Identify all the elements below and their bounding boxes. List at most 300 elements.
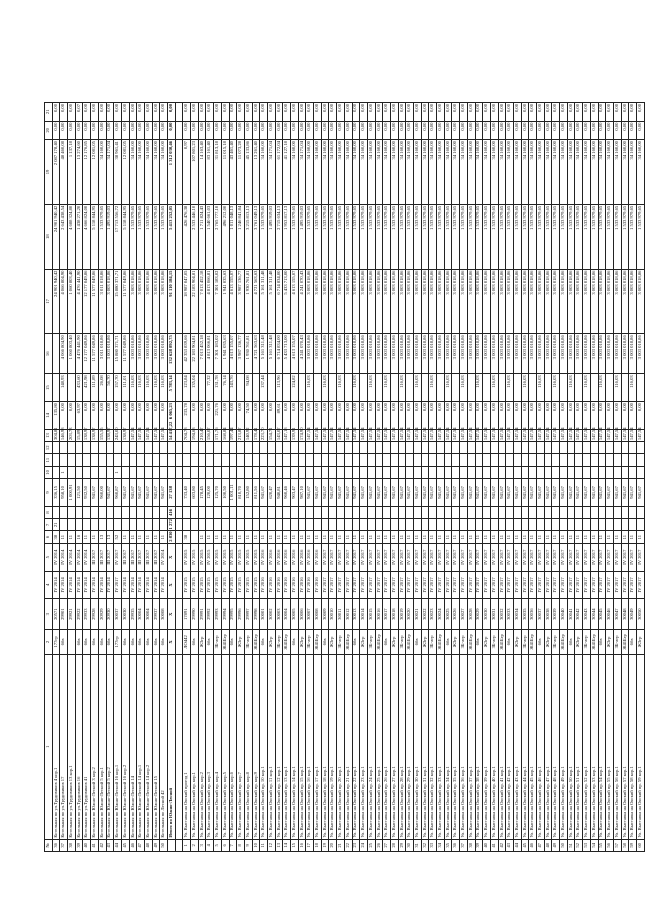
table-cell xyxy=(344,454,352,466)
table-cell: 7 013 452,18 xyxy=(198,334,206,374)
table-cell: 0,00 xyxy=(221,402,229,430)
table-row xyxy=(367,103,375,852)
table-cell: IV 2017 xyxy=(452,571,460,599)
table-cell: 34 160,00 xyxy=(613,140,621,205)
table-cell: 34 160,00 xyxy=(560,140,568,205)
table-cell xyxy=(521,442,529,454)
table-cell: IV 2017 xyxy=(329,571,337,599)
header-cell: 13 xyxy=(45,429,53,441)
table-cell: IV 2015 xyxy=(244,571,252,599)
table-cell: Ж3гр xyxy=(237,630,245,655)
table-cell: 1 xyxy=(114,466,122,478)
table-cell: 3Б-лгр xyxy=(306,630,314,655)
table-cell: 52 xyxy=(114,531,122,543)
table-cell xyxy=(636,374,644,402)
table-cell xyxy=(483,506,491,518)
table-cell: Ж3гр xyxy=(421,630,429,655)
table-cell xyxy=(452,466,460,478)
table-cell: 3 003 018,86 xyxy=(321,334,329,374)
row-name-cell: Ул. Выставка на Окский пр. 40 кор.1 xyxy=(490,654,498,839)
table-cell: 3 003 018,86 xyxy=(513,269,521,334)
table-cell xyxy=(398,442,406,454)
table-cell: 1 533 979,65 xyxy=(537,204,545,269)
table-cell xyxy=(329,374,337,402)
table-cell: 4 241 070,43 xyxy=(298,334,306,374)
table-cell: 0,00 xyxy=(298,121,306,139)
table-cell: 54 xyxy=(590,839,598,851)
table-cell: 0,00 xyxy=(337,121,345,139)
table-cell: 1 533 979,65 xyxy=(367,204,375,269)
table-cell xyxy=(621,519,629,531)
table-cell xyxy=(267,454,275,466)
table-cell: IV 2014 xyxy=(160,543,168,571)
table-cell: 30004 xyxy=(144,599,152,630)
table-cell: 3 003 018,86 xyxy=(621,269,629,334)
table-cell: 29 xyxy=(398,839,406,851)
table-cell: 58 xyxy=(621,839,629,851)
table-cell: 1 xyxy=(183,839,191,851)
table-cell xyxy=(483,442,491,454)
table-cell: 6бв xyxy=(444,630,452,655)
table-cell: 941,67 xyxy=(452,479,460,507)
table-cell: 34 160,00 xyxy=(575,140,583,205)
table-cell xyxy=(390,442,398,454)
table-cell: 34 160,00 xyxy=(329,140,337,205)
table-cell: 6бв xyxy=(60,630,68,655)
table-cell: IV 2017 xyxy=(352,571,360,599)
table-cell: 11 073,28 xyxy=(237,140,245,205)
table-cell: 0,00 xyxy=(344,103,352,122)
table-row xyxy=(560,103,568,852)
table-cell: 12 081,05 xyxy=(91,140,99,205)
table-cell: 0,00 xyxy=(60,121,68,139)
table-cell xyxy=(283,374,291,402)
table-cell: 11 xyxy=(521,531,529,543)
table-cell xyxy=(598,442,606,454)
table-cell xyxy=(621,374,629,402)
table-cell: 941,67 xyxy=(421,479,429,507)
table-cell: Ж3гр xyxy=(198,630,206,655)
table-cell: 34 160,00 xyxy=(306,140,314,205)
table-cell: 941,67 xyxy=(91,479,99,507)
table-cell xyxy=(590,442,598,454)
table-cell: 3 003 018,86 xyxy=(452,269,460,334)
table-cell: 1 533 979,65 xyxy=(452,204,460,269)
table-cell: 1 060 803,40 xyxy=(68,269,76,334)
table-cell: 1 533 979,65 xyxy=(406,204,414,269)
table-cell xyxy=(636,442,644,454)
table-cell xyxy=(168,466,176,478)
table-cell: IV 2016 xyxy=(267,571,275,599)
table-cell xyxy=(406,519,414,531)
table-cell: 2 830 xyxy=(168,531,176,543)
table-cell: 147,54 xyxy=(475,429,483,441)
table-cell: 11 577 049,86 xyxy=(121,334,129,374)
table-row xyxy=(221,103,229,852)
table-cell: 177гр xyxy=(52,630,60,655)
table-cell: 6бв xyxy=(598,630,606,655)
table-cell: 11 xyxy=(513,531,521,543)
table-row xyxy=(237,103,245,852)
table-cell: 0,00 xyxy=(537,103,545,122)
table-cell: 0,00 xyxy=(460,103,468,122)
table-cell: 24 xyxy=(360,839,368,851)
table-cell: 3 003 018,86 xyxy=(575,269,583,334)
table-cell xyxy=(306,506,314,518)
table-row xyxy=(252,103,260,852)
table-cell: 3 003 018,86 xyxy=(337,269,345,334)
table-cell: 1 533 979,65 xyxy=(314,204,322,269)
table-cell xyxy=(367,519,375,531)
row-name-cell: Ул. Выставка на Окский пр. 45 кор.1 xyxy=(529,654,537,839)
table-cell: 3 003 018,86 xyxy=(583,334,591,374)
table-cell: IV 2017 xyxy=(460,543,468,571)
table-cell xyxy=(137,519,145,531)
table-cell: 171,76 xyxy=(214,429,222,441)
table-cell: 0,00 xyxy=(552,103,560,122)
table-cell: 6бв xyxy=(129,630,137,655)
table-cell: 0,00 xyxy=(144,103,152,122)
table-cell xyxy=(521,519,529,531)
table-cell: 39 xyxy=(75,839,83,851)
table-cell: 34 160,00 xyxy=(437,140,445,205)
table-cell: 50 xyxy=(160,839,168,851)
table-cell: 1 533 979,65 xyxy=(144,204,152,269)
table-cell: IV 2017 xyxy=(544,571,552,599)
table-cell: 1 533 979,65 xyxy=(291,204,299,269)
table-cell xyxy=(498,442,506,454)
table-cell: 0,00 xyxy=(98,402,106,430)
table-cell: 0,00 xyxy=(283,402,291,430)
table-cell xyxy=(414,506,422,518)
table-cell: 30017 xyxy=(383,599,391,630)
table-cell: 23 xyxy=(352,839,360,851)
table-cell: 3Б-лгр xyxy=(367,630,375,655)
table-cell: 47 xyxy=(537,839,545,851)
table-cell: 29928 xyxy=(91,599,99,630)
table-cell xyxy=(590,466,598,478)
table-cell: 3Б-лгр xyxy=(275,630,283,655)
table-cell xyxy=(636,506,644,518)
table-cell: 143,76 xyxy=(229,374,237,402)
table-cell xyxy=(421,442,429,454)
row-name-cell: Котельная по ул.Трудовиков 13 кор.1 xyxy=(68,654,76,839)
table-cell xyxy=(475,442,483,454)
table-cell xyxy=(229,442,237,454)
table-cell: 0,00 xyxy=(606,121,614,139)
table-cell: 11 577 049,86 xyxy=(121,269,129,334)
table-cell: 42 xyxy=(98,839,106,851)
table-cell: 1 533 979,65 xyxy=(529,204,537,269)
table-cell: 3 003 018,86 xyxy=(329,269,337,334)
table-cell xyxy=(252,466,260,478)
table-cell xyxy=(513,466,521,478)
table-cell: 0,00 xyxy=(252,402,260,430)
table-cell: 0,00 xyxy=(306,402,314,430)
table-cell: 0,00 xyxy=(68,121,76,139)
table-cell: 0,00 xyxy=(521,402,529,430)
table-cell: 13 274,60 xyxy=(75,140,83,205)
table-cell xyxy=(429,506,437,518)
table-cell xyxy=(414,519,422,531)
table-cell xyxy=(390,374,398,402)
table-cell: 1 533 979,65 xyxy=(429,204,437,269)
table-cell: 148,93 xyxy=(60,374,68,402)
table-row xyxy=(52,103,60,852)
table-cell xyxy=(421,506,429,518)
table-cell: 1 533 979,65 xyxy=(398,204,406,269)
table-cell xyxy=(191,442,199,454)
table-cell: 29994 xyxy=(221,599,229,630)
table-cell: 26,08 xyxy=(98,374,106,402)
table-cell: 116,03 xyxy=(383,374,391,402)
table-cell: IV 2016 xyxy=(283,543,291,571)
table-cell: IV 2014 xyxy=(106,571,114,599)
row-name-cell: Ул. Выставка на Окский пр. 18 кор.1 xyxy=(321,654,329,839)
table-cell xyxy=(283,466,291,478)
table-cell: 0,00 xyxy=(521,103,529,122)
table-cell xyxy=(437,442,445,454)
table-cell xyxy=(583,454,591,466)
table-cell: 83 161,40 xyxy=(206,140,214,205)
table-cell xyxy=(406,442,414,454)
table-cell: 38 xyxy=(52,531,60,543)
header-cell: 14 xyxy=(45,402,53,430)
table-cell xyxy=(406,454,414,466)
table-row xyxy=(375,103,383,852)
table-row xyxy=(298,103,306,852)
table-cell: 0,00 xyxy=(414,121,422,139)
table-cell: 0,00 xyxy=(114,402,122,430)
table-cell xyxy=(467,374,475,402)
table-cell xyxy=(452,374,460,402)
table-cell: 0,00 xyxy=(260,402,268,430)
table-cell: 15,89 xyxy=(75,429,83,441)
table-cell: 3 003 018,86 xyxy=(475,334,483,374)
table-cell: 0,00 xyxy=(636,121,644,139)
header-cell: 6 xyxy=(45,531,53,543)
table-row xyxy=(214,103,222,852)
table-cell: 3 003 018,86 xyxy=(560,334,568,374)
table-row xyxy=(483,103,491,852)
table-cell xyxy=(175,543,183,571)
table-cell: 1 246 841,84 xyxy=(237,204,245,269)
table-cell: IV 2017 xyxy=(421,543,429,571)
row-name-cell: Котельная по Южно-Лесной 5 кор.1 xyxy=(98,654,106,839)
table-cell: 34 160,00 xyxy=(460,140,468,205)
table-cell: 116,03 xyxy=(567,374,575,402)
table-cell xyxy=(237,454,245,466)
table-cell xyxy=(191,519,199,531)
table-cell: 0,00 xyxy=(544,402,552,430)
table-cell: 960,87 xyxy=(114,479,122,507)
table-cell: 0,00 xyxy=(629,402,637,430)
table-cell: 10 xyxy=(252,839,260,851)
table-cell: 30003 xyxy=(275,599,283,630)
table-cell: 30031 xyxy=(490,599,498,630)
table-cell: 3 003 018,86 xyxy=(360,334,368,374)
table-cell: IV 2015 xyxy=(237,543,245,571)
table-cell: IV 2014 xyxy=(60,571,68,599)
table-cell xyxy=(636,519,644,531)
table-cell xyxy=(337,506,345,518)
table-cell xyxy=(613,454,621,466)
table-cell: 34 160,00 xyxy=(260,140,268,205)
table-cell: 1 533 979,65 xyxy=(129,204,137,269)
table-cell: 147,54 xyxy=(344,429,352,441)
table-cell: 147,54 xyxy=(414,429,422,441)
table-cell: 233,78 xyxy=(183,402,191,430)
table-cell: 1 533 979,65 xyxy=(337,204,345,269)
table-cell: 3 003 018,86 xyxy=(421,334,429,374)
table-cell: 0,00 xyxy=(567,103,575,122)
table-row xyxy=(129,103,137,852)
table-cell xyxy=(152,506,160,518)
table-cell: 3 003 018,86 xyxy=(337,334,345,374)
table-cell: 3 003 018,86 xyxy=(544,269,552,334)
row-name-cell: Ул. Выставка на Окский пр. кор.2 xyxy=(198,654,206,839)
table-cell xyxy=(337,519,345,531)
table-cell: 3 003 018,86 xyxy=(421,269,429,334)
table-cell xyxy=(298,506,306,518)
table-cell: 0,00 xyxy=(383,103,391,122)
table-cell: 932,50 xyxy=(83,479,91,507)
table-cell: 40 xyxy=(83,839,91,851)
table-cell: 0,00 xyxy=(452,402,460,430)
table-cell: 6бв xyxy=(291,630,299,655)
table-cell: 941,67 xyxy=(590,479,598,507)
table-cell: 3 003 018,86 xyxy=(498,269,506,334)
table-cell xyxy=(198,506,206,518)
table-cell xyxy=(114,454,122,466)
table-cell: 0,00 xyxy=(583,103,591,122)
table-cell: IV 2017 xyxy=(621,571,629,599)
table-cell: 941,67 xyxy=(375,479,383,507)
table-cell: 30002 xyxy=(267,599,275,630)
table-cell: 0,00 xyxy=(537,402,545,430)
table-cell xyxy=(144,519,152,531)
table-cell xyxy=(544,454,552,466)
header-cell: 4 xyxy=(45,571,53,599)
table-cell: 14 417,22 xyxy=(168,429,176,441)
table-cell: 3 003 018,86 xyxy=(552,269,560,334)
table-cell: 34 160,00 xyxy=(621,140,629,205)
row-name-cell: Ул. Выставка на Окский пр. кор.7 xyxy=(237,654,245,839)
table-cell: 0,00 xyxy=(252,103,260,122)
table-cell: 1 533 979,65 xyxy=(598,204,606,269)
table-cell: 0,00 xyxy=(467,103,475,122)
table-cell: IV 2017 xyxy=(360,571,368,599)
table-cell: 113,96 xyxy=(275,374,283,402)
table-cell xyxy=(613,506,621,518)
table-cell: 0,00 xyxy=(221,121,229,139)
table-cell: 2 765 777,10 xyxy=(214,204,222,269)
table-cell xyxy=(406,506,414,518)
table-cell xyxy=(437,374,445,402)
table-cell: 138,97 xyxy=(91,429,99,441)
table-cell: 140,92 xyxy=(244,429,252,441)
table-cell xyxy=(175,442,183,454)
table-cell: 6 065,23 xyxy=(168,402,176,430)
table-cell xyxy=(98,506,106,518)
table-cell: 178,45 xyxy=(198,479,206,507)
table-cell xyxy=(321,506,329,518)
table-cell: IV 2017 xyxy=(337,543,345,571)
table-cell: 3 003 018,86 xyxy=(636,334,644,374)
table-cell: 121,50 xyxy=(75,479,83,507)
table-cell: 0,00 xyxy=(621,103,629,122)
table-cell: 34 160,00 xyxy=(152,140,160,205)
table-cell xyxy=(414,466,422,478)
table-cell xyxy=(175,571,183,599)
table-cell: 1 533 979,65 xyxy=(321,204,329,269)
table-cell: 3 003 018,86 xyxy=(344,334,352,374)
table-cell: 0,00 xyxy=(229,402,237,430)
table-cell xyxy=(252,454,260,466)
table-cell: 941,67 xyxy=(490,479,498,507)
table-cell: 154,71 xyxy=(267,429,275,441)
table-cell: 29990 xyxy=(191,599,199,630)
table-cell xyxy=(160,519,168,531)
table-cell: 0,00 xyxy=(337,402,345,430)
table-cell: IV 2017 xyxy=(460,571,468,599)
table-cell: IV 2017 xyxy=(506,571,514,599)
table-cell: IV 2017 xyxy=(583,571,591,599)
table-cell: IV 2015 xyxy=(183,571,191,599)
table-cell: 11 xyxy=(267,531,275,543)
table-cell xyxy=(160,454,168,466)
table-cell: 30048 xyxy=(621,599,629,630)
table-cell: 0,00 xyxy=(106,103,114,122)
table-cell: 5 118 844,95 xyxy=(91,204,99,269)
header-cell: 20 xyxy=(45,121,53,139)
table-cell: 34 160,00 xyxy=(537,140,545,205)
header-cell: 15 xyxy=(45,374,53,402)
table-cell: 0,00 xyxy=(152,402,160,430)
table-cell: 116,03 xyxy=(537,374,545,402)
table-cell xyxy=(260,454,268,466)
table-cell: 8 xyxy=(237,839,245,851)
table-row xyxy=(160,103,168,852)
table-cell: IV 2015 xyxy=(221,543,229,571)
table-cell: 0,00 xyxy=(444,121,452,139)
table-cell: 0,00 xyxy=(629,103,637,122)
header-cell: 7 xyxy=(45,519,53,531)
table-cell: 147,18 xyxy=(283,429,291,441)
table-cell: IV 2017 xyxy=(590,571,598,599)
row-name-cell: Ул. Выставка на Окский пр. 24 кор.1 xyxy=(367,654,375,839)
table-cell: 46 xyxy=(129,839,137,851)
table-cell: 941,67 xyxy=(260,479,268,507)
table-cell xyxy=(490,454,498,466)
table-cell: 0,00 xyxy=(314,103,322,122)
table-cell: III 2017 xyxy=(137,543,145,571)
table-cell: 34 160,00 xyxy=(160,140,168,205)
table-cell: 38 xyxy=(467,839,475,851)
table-cell: Ж41Бгр xyxy=(375,630,383,655)
table-cell xyxy=(560,442,568,454)
table-cell xyxy=(575,374,583,402)
table-cell: 3 003 018,86 xyxy=(629,334,637,374)
table-cell: 941,67 xyxy=(483,479,491,507)
table-cell: 3 003 018,86 xyxy=(352,269,360,334)
table-row xyxy=(275,103,283,852)
table-cell: 30049 xyxy=(629,599,637,630)
table-cell xyxy=(175,121,183,139)
row-name-cell: Ул. Выставка на Окский пр. кор.1 xyxy=(191,654,199,839)
table-cell: 416 xyxy=(168,506,176,518)
table-cell: 3 003 018,86 xyxy=(429,269,437,334)
